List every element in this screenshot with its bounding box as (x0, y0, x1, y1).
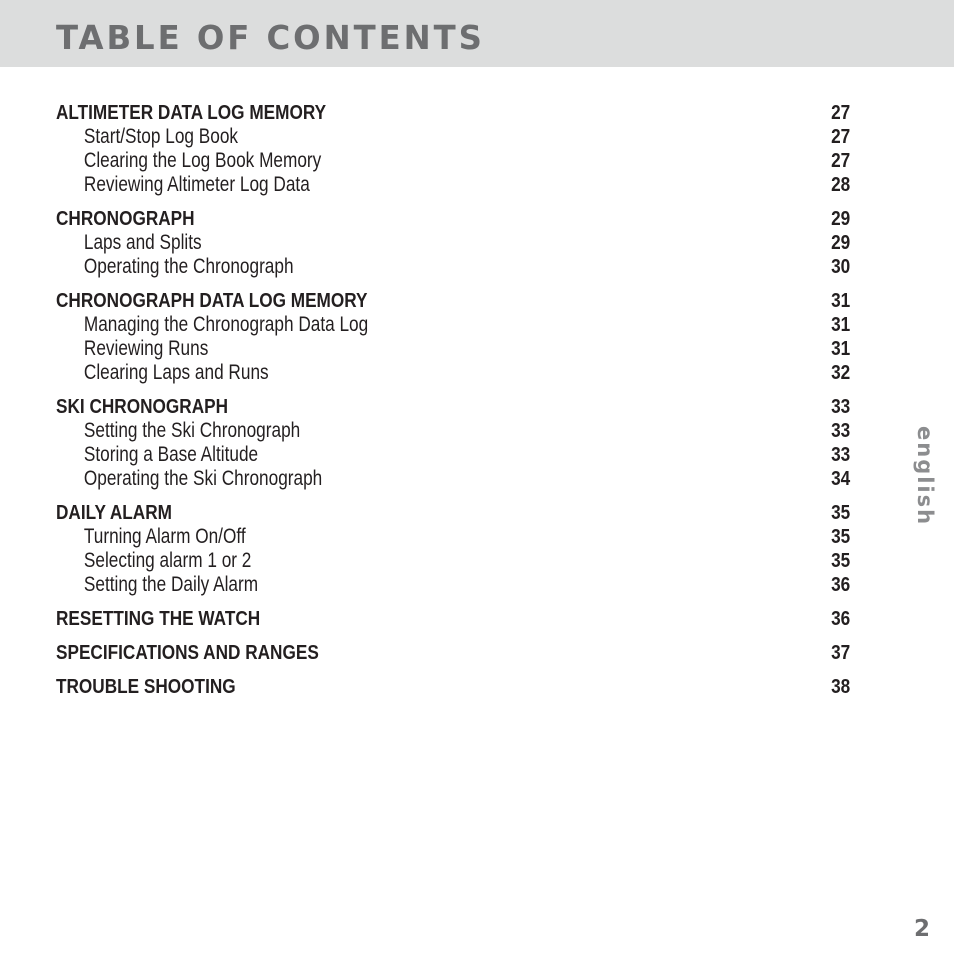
toc-subentry-label: Selecting alarm 1 or 2 (83, 549, 252, 572)
toc-subentry-label: Start/Stop Log Book (83, 125, 239, 148)
toc-page-number: 37 (830, 642, 850, 664)
toc-page-number: 33 (830, 444, 850, 466)
toc-subentry[interactable] (56, 419, 850, 443)
toc-entry[interactable] (56, 289, 850, 313)
table-of-contents (56, 101, 850, 709)
toc-subentry[interactable] (56, 525, 850, 549)
toc-subentry-label: Reviewing Altimeter Log Data (83, 173, 310, 196)
toc-page-number: 36 (830, 574, 850, 596)
toc-entry[interactable] (56, 607, 850, 631)
toc-section-specifications-and-ranges (56, 641, 850, 665)
toc-section-trouble-shooting (56, 675, 850, 699)
toc-page-number: 30 (830, 256, 850, 278)
toc-page-number: 33 (830, 396, 850, 418)
toc-page-number: 27 (830, 126, 850, 148)
toc-entry[interactable] (56, 101, 850, 125)
toc-page-number: 32 (830, 362, 850, 384)
toc-section-title: TROUBLE SHOOTING (56, 676, 236, 698)
toc-subentry-label: Storing a Base Altitude (83, 443, 259, 466)
toc-page-number: 38 (830, 676, 850, 698)
toc-subentry[interactable] (56, 573, 850, 597)
toc-subentry[interactable] (56, 231, 850, 255)
toc-subentry[interactable] (56, 361, 850, 385)
toc-subentry-label: Laps and Splits (83, 231, 202, 254)
toc-section-title: SKI CHRONOGRAPH (56, 396, 229, 418)
toc-subentry-label: Clearing Laps and Runs (83, 361, 269, 384)
toc-page-number: 35 (830, 550, 850, 572)
toc-page-number: 34 (830, 468, 850, 490)
toc-section-title: CHRONOGRAPH (56, 208, 195, 230)
toc-page-number: 28 (830, 174, 850, 196)
toc-section-daily-alarm (56, 501, 850, 597)
toc-page-number: 31 (830, 338, 850, 360)
toc-subentry-label: Operating the Ski Chronograph (83, 467, 323, 490)
page-title: TABLE OF CONTENTS (56, 18, 485, 57)
toc-page-number: 35 (830, 526, 850, 548)
toc-subentry[interactable] (56, 255, 850, 279)
toc-section-resetting-the-watch (56, 607, 850, 631)
toc-subentry[interactable] (56, 337, 850, 361)
language-tab: english (913, 426, 937, 527)
toc-entry[interactable] (56, 641, 850, 665)
toc-subentry[interactable] (56, 149, 850, 173)
page-number: 2 (913, 916, 930, 942)
toc-entry[interactable] (56, 675, 850, 699)
toc-page-number: 36 (830, 608, 850, 630)
toc-page-number: 27 (830, 102, 850, 124)
toc-subentry[interactable] (56, 443, 850, 467)
toc-subentry-label: Managing the Chronograph Data Log (83, 313, 369, 336)
toc-entry[interactable] (56, 207, 850, 231)
toc-subentry-label: Operating the Chronograph (83, 255, 294, 278)
toc-entry[interactable] (56, 501, 850, 525)
toc-subentry[interactable] (56, 125, 850, 149)
toc-page-number: 31 (830, 290, 850, 312)
toc-section-title: ALTIMETER DATA LOG MEMORY (56, 102, 327, 124)
toc-entry[interactable] (56, 395, 850, 419)
toc-page-number: 27 (830, 150, 850, 172)
toc-section-title: RESETTING THE WATCH (56, 608, 261, 630)
toc-page-number: 29 (830, 208, 850, 230)
toc-subentry-label: Turning Alarm On/Off (83, 525, 246, 548)
toc-subentry-label: Setting the Ski Chronograph (83, 419, 301, 442)
toc-subentry[interactable] (56, 549, 850, 573)
toc-section-title: SPECIFICATIONS AND RANGES (56, 642, 319, 664)
toc-subentry[interactable] (56, 467, 850, 491)
toc-subentry-label: Setting the Daily Alarm (83, 573, 259, 596)
toc-section-chronograph-data-log-memory (56, 289, 850, 385)
toc-section-chronograph (56, 207, 850, 279)
toc-subentry[interactable] (56, 313, 850, 337)
toc-section-ski-chronograph (56, 395, 850, 491)
toc-subentry-label: Reviewing Runs (83, 337, 209, 360)
header-bar (0, 0, 954, 67)
toc-subentry-label: Clearing the Log Book Memory (83, 149, 322, 172)
toc-page-number: 29 (830, 232, 850, 254)
toc-section-title: CHRONOGRAPH DATA LOG MEMORY (56, 290, 368, 312)
toc-subentry[interactable] (56, 173, 850, 197)
toc-section-title: DAILY ALARM (56, 502, 172, 524)
toc-page-number: 33 (830, 420, 850, 442)
toc-page-number: 31 (830, 314, 850, 336)
toc-section-altimeter-data-log-memory (56, 101, 850, 197)
toc-page-number: 35 (830, 502, 850, 524)
